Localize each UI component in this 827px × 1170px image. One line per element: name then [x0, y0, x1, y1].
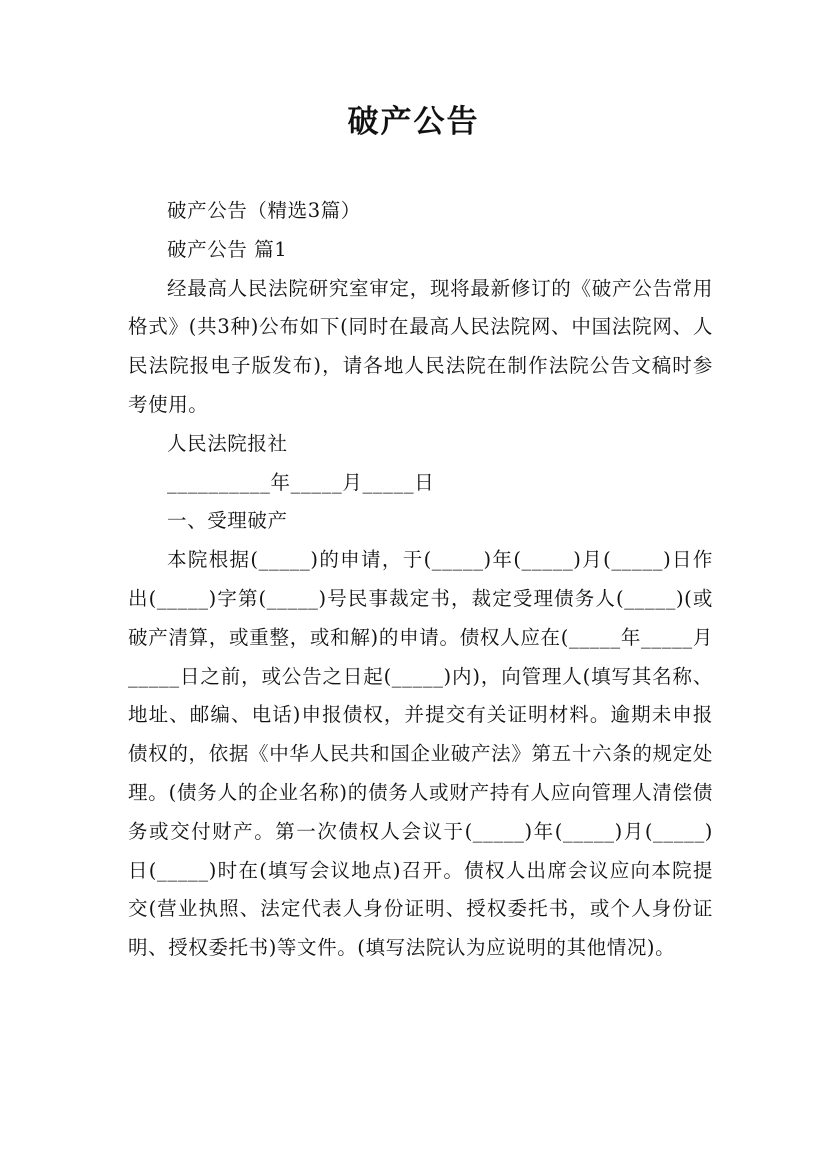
publisher-line: 人民法院报社	[167, 431, 288, 455]
subtitle-paragraph: 破产公告（精选3篇）	[167, 199, 361, 222]
document-title: 破产公告	[347, 104, 480, 140]
body-paragraph: 本院根据(_____)的申请，于(_____)年(_____)月(_____)日作出(_____)字第(_____)号民事裁定书，裁定受理债务人(_____)(或破产清算，或重整，或和解)的申请。债权人应在(_____年_____月_____日之前，或公告之日起(_____)内)，向管理人(填写其名称、地址、邮编、电话)申报债权，并提交有关证明材料。逾期未申报债权的，依据《中华人民共和国企业破产法》第五十六条的规定处理。(债务人的企业名称)的债务人或财产持有人应向管理人清偿债务或交付财产。第一次债权人会议于(_____)年(_____)月(_____)日(_____)时在(填写会议地点)召开。债权人出席会议应向本院提交(营业执照、法定代表人身份证明、授权委托书，或个人身份证明、授权委托书)等文件。(填写法院认为应说明的其他情况)。	[128, 548, 713, 960]
intro-paragraph: 经最高人民法院研究室审定，现将最新修订的《破产公告常用格式》(共3种)公布如下(同时在最高人民法院网、中国法院网、人民法院报电子版发布)，请各地人民法院在制作法院公告文稿时参考使用。	[128, 276, 713, 416]
subsection-heading: 一、受理破产	[167, 509, 288, 533]
document-body	[128, 192, 713, 968]
date-line: __________年_____月_____日	[167, 470, 435, 494]
section-heading: 破产公告 篇1	[167, 237, 288, 261]
